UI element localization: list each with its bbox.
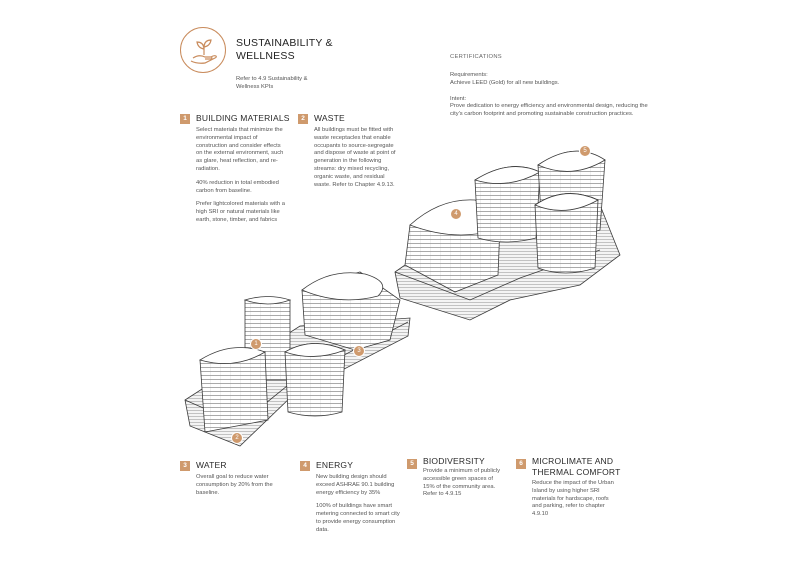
section-body-waste: All buildings must be fitted with waste receptacles that enable occupants to source-segregate and dispose of waste at point of generation in the following streams: dry mixed recycling, organic waste, and residual waste. Refer to Chapter 4.9.13. xyxy=(314,127,396,188)
map-pin-5: 5 xyxy=(579,145,591,157)
section-body-building-materials: Select materials that minimize the environmental impact of construction and consider effects on the external environment, such as glare, heat reflection, and re-radiation. 40% reduction in total embodied carbon from baseline. Prefer lightcolored materials with a high SRI or natural materials like earth, stone, timber, and fabrics xyxy=(196,127,285,223)
page-title: SUSTAINABILITY & WELLNESS xyxy=(236,37,333,62)
certifications-body: Requirements: Achieve LEED (Gold) for all new buildings. Intent: Prove dedication to energy efficiency and environmental design, reducing the city's carbon footprint and promoting sustainable construction practices. xyxy=(450,72,648,118)
section-badge-5: 5 xyxy=(407,459,417,469)
section-body-biodiversity: Provide a minimum of publicly accessible green spaces of 15% of the community area. Refer to 4.9.15 xyxy=(423,468,500,498)
section-badge-1: 1 xyxy=(180,114,190,124)
section-title-microclimate: MICROLIMATE AND THERMAL COMFORT xyxy=(532,456,621,477)
section-body-energy: New building design should exceed ASHRAE 90.1 building energy efficiency by 35% 100% of buildings have smart metering connected to smart city to provide energy consumption data. xyxy=(316,474,400,533)
section-title-biodiversity: BIODIVERSITY xyxy=(423,456,485,466)
section-body-water: Overall goal to reduce water consumption by 20% from the baseline. xyxy=(196,474,273,496)
section-badge-3: 3 xyxy=(180,461,190,471)
section-badge-6: 6 xyxy=(516,459,526,469)
section-title-building-materials: BUILDING MATERIALS xyxy=(196,113,290,123)
section-title-water: WATER xyxy=(196,460,227,470)
section-body-microclimate: Reduce the impact of the Urban Island by using higher SRI materials for hardscape, roofs and parking, refer to chapter 4.9.10 xyxy=(532,480,614,518)
section-badge-4: 4 xyxy=(300,461,310,471)
kpi-reference: Refer to 4.9 Sustainability & Wellness KPIs xyxy=(236,76,308,90)
section-title-waste: WASTE xyxy=(314,113,345,123)
map-pin-1: 1 xyxy=(250,338,262,350)
map-pin-2: 2 xyxy=(231,432,243,444)
map-pin-3: 3 xyxy=(353,345,365,357)
certifications-heading: CERTIFICATIONS xyxy=(450,54,502,60)
section-title-energy: ENERGY xyxy=(316,460,354,470)
section-badge-2: 2 xyxy=(298,114,308,124)
map-pin-4: 4 xyxy=(450,208,462,220)
